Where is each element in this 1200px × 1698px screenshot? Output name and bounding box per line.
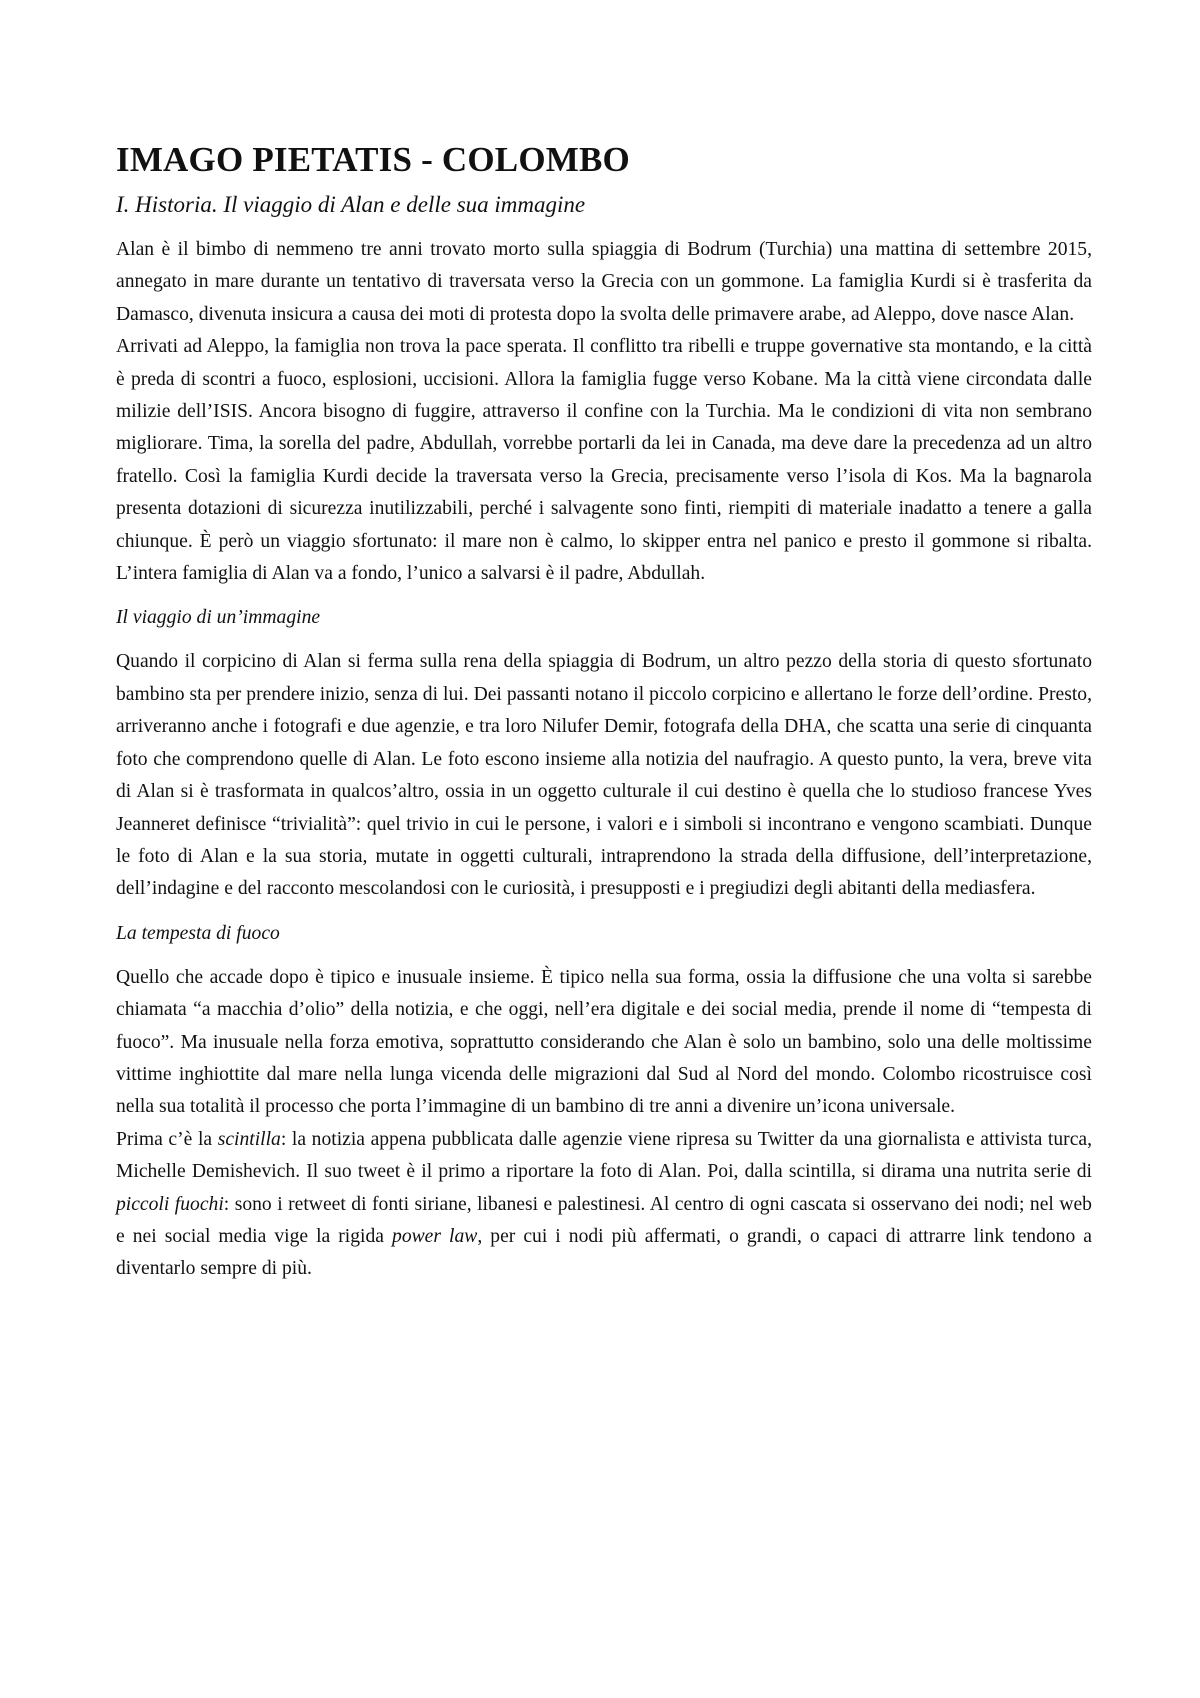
subheading-viaggio-immagine: Il viaggio di un’immagine (116, 607, 321, 629)
document-page (116, 140, 1092, 1286)
section-title: I. Historia. Il viaggio di Alan e delle sua immagine (116, 192, 586, 217)
paragraph-scintilla-text-1: Prima c’è la (116, 1128, 218, 1150)
paragraph-scintilla (116, 1124, 1092, 1286)
paragraph-scintilla-text-3: : sono i retweet di fonti siriane, libanesi e palestinesi. Al centro di ogni cascata si osservano dei nodi; nel web e nei social media vige la rigida (116, 1193, 1092, 1247)
document-title: IMAGO PIETATIS - COLOMBO (116, 140, 630, 179)
paragraph-scintilla-text-4: , per cui i nodi più affermati, o grandi, o capaci di attrarre link tendono a diventarlo sempre di più. (116, 1225, 1092, 1280)
paragraph-alan-intro: Alan è il bimbo di nemmeno tre anni trovato morto sulla spiaggia di Bodrum (Turchia) una mattina di settembre 2015, annegato in mare durante un tentativo di traversata verso la Grecia con un gommone. La famiglia Kurdi si è trasferita da Damasco, divenuta insicura a causa dei moti di protesta dopo la svolta delle primavere arabe, ad Aleppo, dove nasce Alan. (116, 239, 1092, 325)
emphasis-scintilla: scintilla (217, 1128, 281, 1150)
paragraph-aleppo: Arrivati ad Aleppo, la famiglia non trova la pace sperata. Il conflitto tra ribelli e truppe governative sta montando, e la città è preda di scontri a fuoco, esplosioni, uccisioni. Allora la famiglia fugge verso Kobane. Ma la città viene circondata dalle milizie dell’ISIS. Ancora bisogno di fuggire, attraverso il confine con la Turchia. Ma le condizioni di vita non sembrano migliorare. Tima, la sorella del padre, Abdullah, vorrebbe portarli da lei in Canada, ma deve dare la precedenza ad un altro fratello. Così la famiglia Kurdi decide la traversata verso la Grecia, precisamente verso l’isola di Kos. Ma la bagnarola presenta dotazioni di sicurezza inutilizzabili, perché i salvagente sono finti, riempiti di materiale inadatto a tenere a galla chiunque. È però un viaggio sfortunato: il mare non è calmo, lo skipper entra nel panico e presto il gommone si ribalta. L’intera famiglia di Alan va a fondo, l’unico a salvarsi è il padre, Abdullah. (116, 336, 1092, 585)
paragraph-scintilla-text-2: : la notizia appena pubblicata dalle agenzie viene ripresa su Twitter da una giornalista e attivista turca, Michelle Demishevich. Il suo tweet è il primo a riportare la foto di Alan. Poi, dalla scintilla, si dirama una nutrita serie di (116, 1128, 1092, 1183)
emphasis-power-law: power law (392, 1225, 478, 1247)
subheading-tempesta-fuoco: La tempesta di fuoco (116, 922, 280, 944)
paragraph-tempesta-fuoco: Quello che accade dopo è tipico e inusuale insieme. È tipico nella sua forma, ossia la diffusione che una volta si sarebbe chiamata “a macchia d’olio” della notizia, e che oggi, nell’era digitale e dei social media, prende il nome di “tempesta di fuoco”. Ma inusuale nella forza emotiva, soprattutto considerando che Alan è solo un bambino, solo una delle moltissime vittime inghiottite dal mare nella lunga vicenda delle migrazioni dal Sud al Nord del mondo. Colombo ricostruisce così nella sua totalità il processo che porta l’immagine di un bambino di tre anni a divenire un’icona universale. (116, 966, 1092, 1118)
paragraph-viaggio-immagine: Quando il corpicino di Alan si ferma sulla rena della spiaggia di Bodrum, un altro pezzo della storia di questo sfortunato bambino sta per prendere inizio, senza di lui. Dei passanti notano il piccolo corpicino e allertano le forze dell’ordine. Presto, arriveranno anche i fotografi e due agenzie, e tra loro Nilufer Demir, fotografa della DHA, che scatta una serie di cinquanta foto che comprendono quelle di Alan. Le foto escono insieme alla notizia del naufragio. A questo punto, la vera, breve vita di Alan si è trasformata in qualcos’altro, ossia in un oggetto culturale il cui destino è quella che lo studioso francese Yves Jeanneret definisce “trivialità”: quel trivio in cui le persone, i valori e i simboli si incontrano e vengono scambiati. Dunque le foto di Alan e la sua storia, mutate in oggetti culturali, intraprendono la strada della diffusione, dell’interpretazione, dell’indagine e del racconto mescolandosi con le curiosità, i presupposti e i pregiudizi degli abitanti della mediasfera. (116, 651, 1092, 900)
emphasis-piccoli-fuochi: piccoli fuochi (116, 1193, 224, 1215)
